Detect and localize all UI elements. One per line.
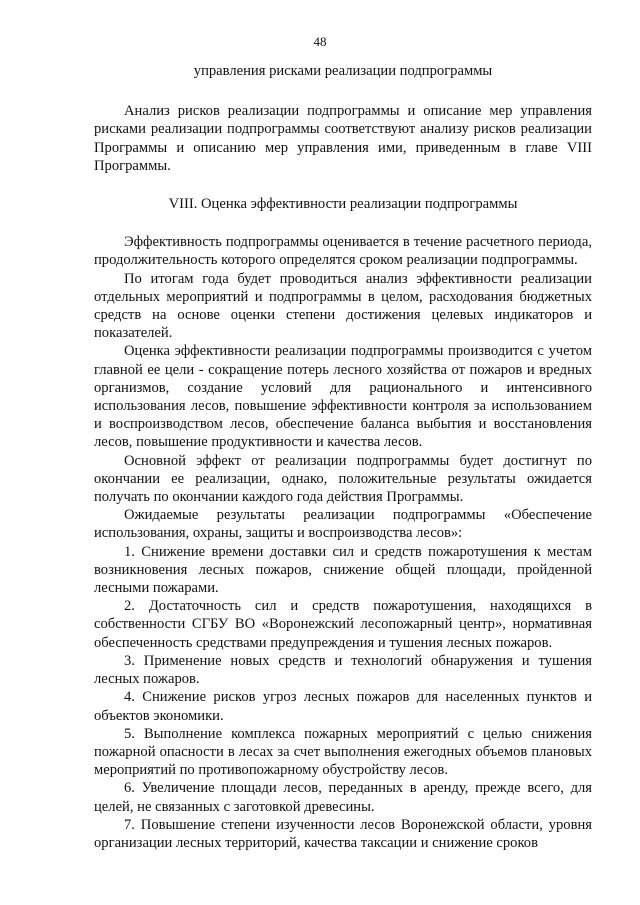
paragraph-annual-analysis: По итогам года будет проводиться анализ эффективности реализации отдельных мероприятий и подпрограммы в целом, расходования бюджетных средств на основе оценки степени достижения целевых индикаторов и показателей.: [94, 270, 592, 342]
section-heading-continuation: управления рисками реализации подпрограммы: [193, 63, 493, 79]
spacer: [94, 80, 592, 102]
list-item-6: 6. Увеличение площади лесов, переданных в аренду, прежде всего, для целей, не связанных с заготовкой древесины.: [94, 780, 592, 815]
list-item-4: 4. Снижение рисков угроз лесных пожаров для населенных пунктов и объектов экономики.: [94, 689, 592, 724]
list-item-5: 5. Выполнение комплекса пожарных мероприятий с целью снижения пожарной опасности в лесах за счет выполнения ежегодных объемов плановых мероприятий по противопожарному обустройству лесов.: [94, 725, 592, 779]
intro-paragraph: Анализ рисков реализации подпрограммы и описание мер управления рисками реализации подпрограммы соответствуют анализу рисков реализации Программы и описанию мер управления ими, приведенным в главе VIII Программы.: [94, 103, 592, 174]
spacer: [94, 213, 592, 233]
page-number: 48: [313, 34, 327, 49]
list-item-3: 3. Применение новых средств и технологий обнаружения и тушения лесных пожаров.: [94, 652, 592, 688]
paragraph-main-effect: Основной эффект от реализации подпрограммы будет достигнут по окончании ее реализации, однако, положительные результаты ожидается получать по окончании каждого года действия Программы.: [94, 452, 592, 506]
page-content: [94, 62, 592, 852]
list-item-2: 2. Достаточность сил и средств пожаротушения, находящихся в собственности СГБУ ВО «Воронежский лесопожарный центр», нормативная обеспеченность средствами предупреждения и тушения лесных пожаров.: [94, 598, 592, 651]
paragraph-expected-results: Ожидаемые результаты реализации подпрограммы «Обеспечение использования, охраны, защиты и воспроизводства лесов»:: [94, 507, 592, 542]
list-item-1: 1. Снижение времени доставки сил и средств пожаротушения к местам возникновения лесных пожаров, снижение общей площади, пройденной лесными пожарами.: [94, 543, 592, 597]
paragraph-effectiveness-period: Эффективность подпрограммы оценивается в течение расчетного периода, продолжительность которого определятся сроком реализации подпрограммы.: [94, 234, 592, 269]
spacer: [94, 175, 592, 195]
section-title: VIII. Оценка эффективности реализации подпрограммы: [168, 196, 518, 213]
paragraph-evaluation-goal: Оценка эффективности реализации подпрограммы производится с учетом главной ее цели - сокращение потерь лесного хозяйства от пожаров и вредных организмов, создание условий для рационального и интенсивного использования лесов, повышение эффективности контроля за использованием и воспроизводством лесов, обеспечение баланса выбытия и восстановления лесов, повышение продуктивности и качества лесов.: [94, 343, 592, 451]
list-item-7: 7. Повышение степени изученности лесов Воронежской области, уровня организации лесных территорий, качества таксации и снижение сроков: [94, 816, 592, 851]
